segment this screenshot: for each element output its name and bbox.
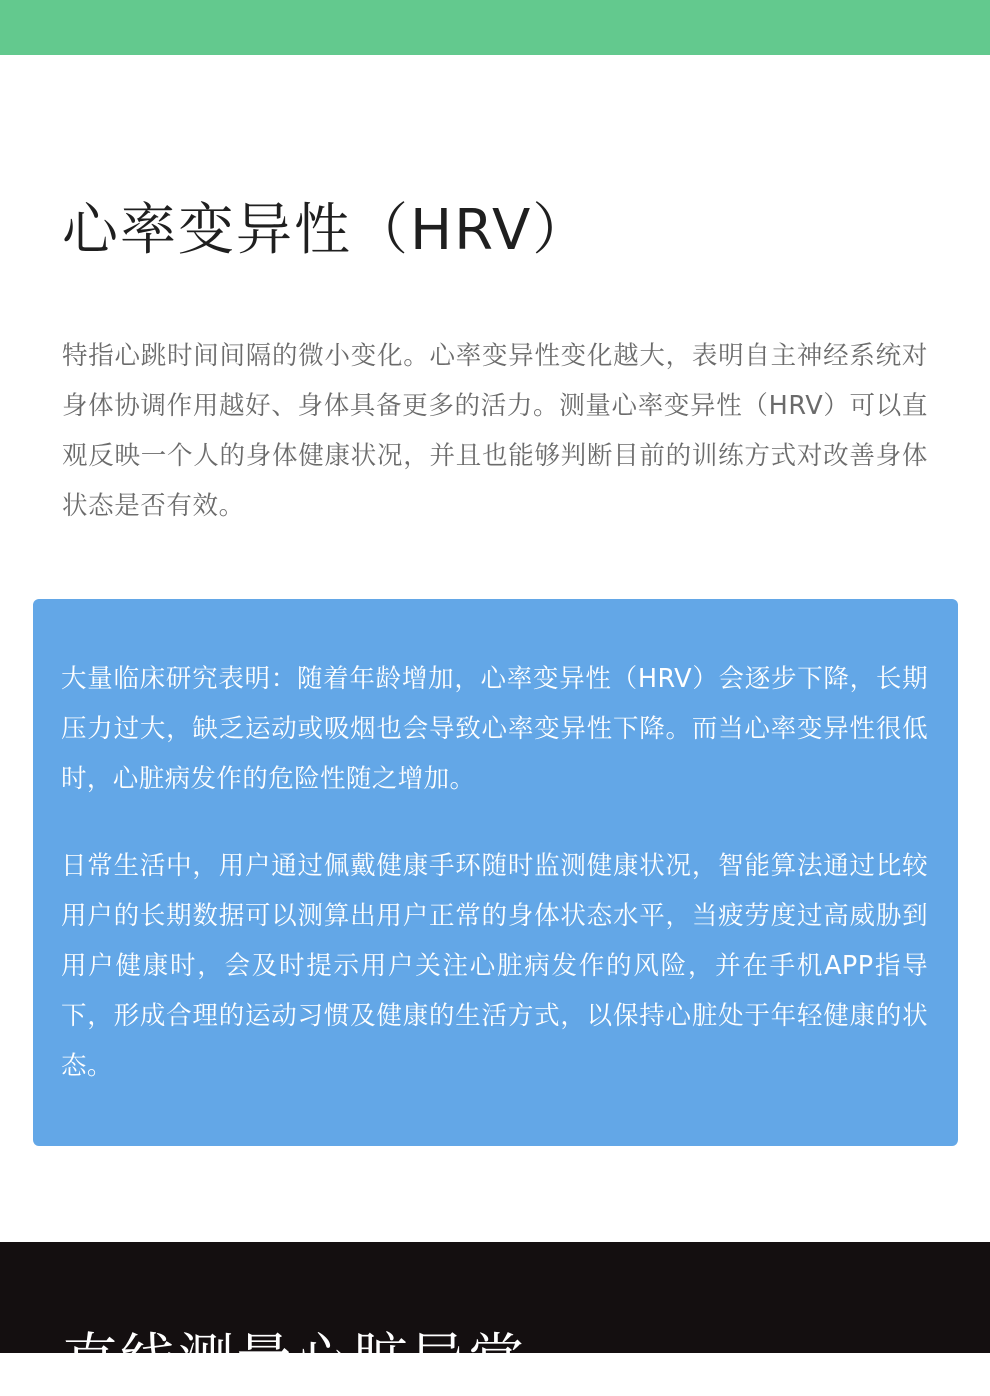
info-card-paragraph: 日常生活中，用户通过佩戴健康手环随时监测健康状况，智能算法通过比较用户的长期数据可以测算出用户正常的身体状态水平，当疲劳度过高威胁到用户健康时，会及时提示用户关注心脏病发作的风险，并在手机APP指导下，形成合理的运动习惯及健康的生活方式，以保持心脏处于年轻健康的状态。 bbox=[61, 851, 928, 1081]
info-card-paragraph: 大量临床研究表明：随着年龄增加，心率变异性（HRV）会逐步下降，长期压力过大，缺乏运动或吸烟也会导致心率变异性下降。而当心率变异性很低时，心脏病发作的危险性随之增加。 bbox=[61, 664, 928, 794]
top-accent-bar bbox=[0, 0, 990, 55]
next-section-heading: 直线测量心脏异常 bbox=[62, 1328, 526, 1393]
intro-paragraph: 特指心跳时间间隔的微小变化。心率变异性变化越大，表明自主神经系统对身体协调作用越好、身体具备更多的活力。测量心率变异性（HRV）可以直观反映一个人的身体健康状况，并且也能够判断目前的训练方式对改善身体状态是否有效。 bbox=[62, 341, 928, 521]
section-title: 心率变异性（HRV） bbox=[62, 198, 591, 263]
next-section bbox=[0, 1242, 990, 1393]
info-card bbox=[33, 599, 958, 1146]
